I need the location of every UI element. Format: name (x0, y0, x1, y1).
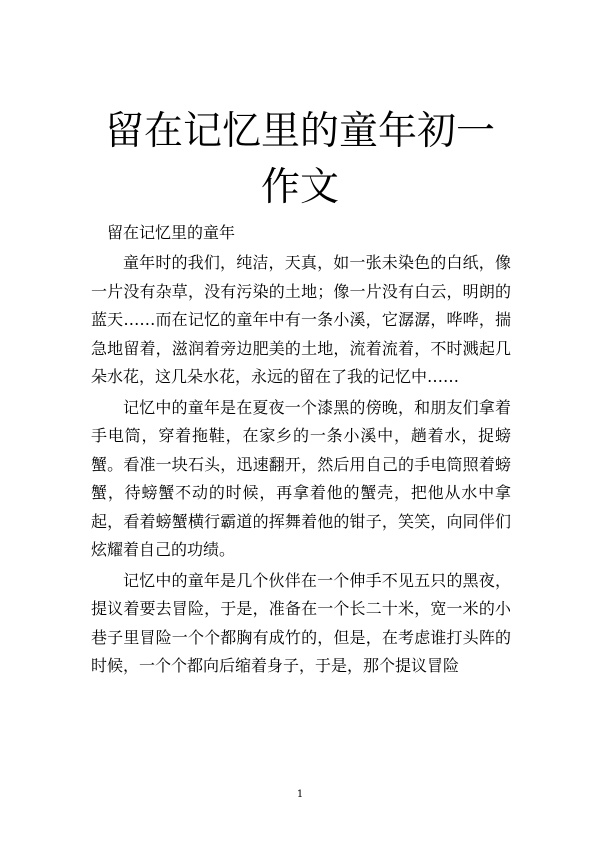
page-number: 1 (296, 789, 304, 800)
paragraph: 记忆中的童年是在夏夜一个漆黑的傍晚，和朋友们拿着手电筒，穿着拖鞋，在家乡的一条小溪中，趟着水，捉螃蟹。看准一块石头，迅速翻开，然后用自己的手电筒照着螃蟹，待螃蟹不动的时候，再拿着他的蟹壳，把他从水中拿起，看着螃蟹横行霸道的挥舞着他的钳子，笑笑，向同伴们炫耀着自己的功绩。 (91, 397, 511, 559)
paragraph: 童年时的我们，纯洁，天真，如一张未染色的白纸，像一片没有杂草，没有污染的土地；像一片没有白云，明朗的蓝天……而在记忆的童年中有一条小溪，它潺潺，哗哗，揣急地留着，滋润着旁边肥美的土地，流着流着，不时溅起几朵水花，这几朵水花，永远的留在了我的记忆中…… (91, 253, 511, 386)
document-body (91, 249, 511, 683)
paragraph: 记忆中的童年是几个伙伴在一个伸手不见五只的黑夜，提议着要去冒险，于是，准备在一个长二十米，宽一米的小巷子里冒险一个个都胸有成竹的，但是，在考虑谁打头阵的时候，一个个都向后缩着身子，于是，那个提议冒险 (91, 570, 511, 675)
document-subtitle: 留在记忆里的童年 (107, 223, 236, 242)
document-title: 留在记忆里的童年初一作文 (104, 109, 495, 210)
